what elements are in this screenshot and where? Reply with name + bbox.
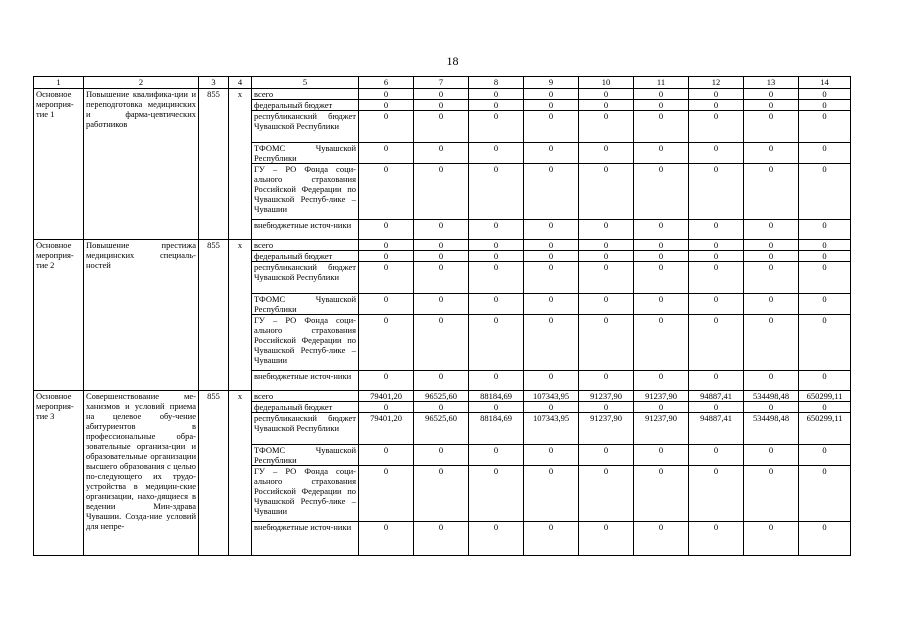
column-number: 8 — [469, 77, 524, 89]
measure-description: Повышение престижа медицинских специаль-ностей — [84, 240, 199, 391]
value-cell: 0 — [689, 522, 744, 556]
value-cell: 0 — [414, 371, 469, 391]
column-number: 7 — [414, 77, 469, 89]
value-cell: 0 — [359, 251, 414, 262]
value-cell: 0 — [524, 371, 579, 391]
value-cell: 0 — [469, 294, 524, 315]
value-cell: 0 — [689, 466, 744, 522]
value-cell: 88184,69 — [469, 413, 524, 445]
value-cell: 0 — [579, 143, 634, 164]
column-number: 11 — [634, 77, 689, 89]
value-cell: 0 — [524, 522, 579, 556]
value-cell: 0 — [359, 143, 414, 164]
value-cell: 0 — [744, 220, 799, 240]
value-cell: 91237,90 — [634, 391, 689, 402]
measure-description: Совершенствование ме-ханизмов и условий приема на целевое обу-чение абитуриентов в профессиональные обра-зовательные организа-ции и образовательные организации высшего образования с целью по-следующего их трудо-устройства в медицин-ские организации, нахо-дящиеся в ведении Мин-здрава Чувашии. Созда-ние условий для непре- — [84, 391, 199, 556]
value-cell: 0 — [689, 294, 744, 315]
value-cell: 0 — [634, 371, 689, 391]
table-body — [34, 89, 851, 556]
value-cell: 0 — [524, 294, 579, 315]
value-cell: 107343,95 — [524, 391, 579, 402]
value-cell: 0 — [414, 164, 469, 220]
funding-table — [33, 76, 851, 556]
value-cell: 0 — [524, 315, 579, 371]
column-number: 12 — [689, 77, 744, 89]
value-cell: 0 — [359, 164, 414, 220]
value-cell: 0 — [634, 100, 689, 111]
value-cell: 0 — [744, 164, 799, 220]
column-number: 10 — [579, 77, 634, 89]
value-cell: 0 — [689, 111, 744, 143]
value-cell: 0 — [744, 143, 799, 164]
value-cell: 0 — [744, 251, 799, 262]
value-cell: 0 — [579, 89, 634, 100]
value-cell: 0 — [689, 251, 744, 262]
value-cell: 0 — [359, 262, 414, 294]
value-cell: 0 — [469, 371, 524, 391]
funding-source: внебюджетные источ-ники — [252, 522, 359, 556]
value-cell: 79401,20 — [359, 391, 414, 402]
value-cell: 0 — [469, 402, 524, 413]
value-cell: 0 — [744, 315, 799, 371]
value-cell: 0 — [469, 466, 524, 522]
value-cell: 0 — [744, 402, 799, 413]
value-cell: 0 — [359, 89, 414, 100]
value-cell: 0 — [414, 220, 469, 240]
value-cell: 0 — [469, 522, 524, 556]
value-cell: 0 — [414, 89, 469, 100]
funding-source: федеральный бюджет — [252, 251, 359, 262]
value-cell: 0 — [579, 445, 634, 466]
value-cell: 0 — [799, 100, 851, 111]
value-cell: 0 — [799, 262, 851, 294]
value-cell: 107343,95 — [524, 413, 579, 445]
value-cell: 0 — [524, 240, 579, 251]
value-cell: 0 — [689, 402, 744, 413]
value-cell: 94887,41 — [689, 413, 744, 445]
funding-source: республиканский бюджет Чувашской Республики — [252, 413, 359, 445]
admin-code: 855 — [199, 89, 229, 240]
value-cell: 0 — [579, 402, 634, 413]
measure-name: Основное мероприя-тие 2 — [34, 240, 84, 391]
funding-source: федеральный бюджет — [252, 402, 359, 413]
value-cell: 91237,90 — [579, 413, 634, 445]
measure-name: Основное мероприя-тие 3 — [34, 391, 84, 556]
value-cell: 0 — [744, 294, 799, 315]
value-cell: 0 — [689, 315, 744, 371]
value-cell: 0 — [689, 89, 744, 100]
value-cell: 91237,90 — [579, 391, 634, 402]
funding-source: республиканский бюджет Чувашской Республики — [252, 262, 359, 294]
value-cell: 534498,48 — [744, 391, 799, 402]
value-cell: 0 — [799, 402, 851, 413]
value-cell: 94887,41 — [689, 391, 744, 402]
value-cell: 534498,48 — [744, 413, 799, 445]
column-number: 9 — [524, 77, 579, 89]
value-cell: 0 — [469, 251, 524, 262]
value-cell: 0 — [469, 143, 524, 164]
value-cell: 0 — [799, 220, 851, 240]
value-cell: 0 — [469, 445, 524, 466]
value-cell: 0 — [689, 143, 744, 164]
value-cell: 0 — [469, 89, 524, 100]
value-cell: 0 — [799, 294, 851, 315]
funding-source: федеральный бюджет — [252, 100, 359, 111]
value-cell: 0 — [414, 262, 469, 294]
value-cell: 0 — [634, 220, 689, 240]
value-cell: 0 — [579, 100, 634, 111]
value-cell: 0 — [744, 89, 799, 100]
value-cell: 96525,60 — [414, 391, 469, 402]
column-number: 2 — [84, 77, 199, 89]
funding-source: ТФОМС Чувашской Республики — [252, 445, 359, 466]
funding-source: всего — [252, 391, 359, 402]
value-cell: 0 — [799, 445, 851, 466]
column-number-row — [34, 77, 851, 89]
value-cell: 0 — [414, 466, 469, 522]
measure-name: Основное мероприя-тие 1 — [34, 89, 84, 240]
value-cell: 0 — [799, 371, 851, 391]
column-number: 13 — [744, 77, 799, 89]
funding-source: республиканский бюджет Чувашской Республики — [252, 111, 359, 143]
value-cell: 0 — [579, 315, 634, 371]
value-cell: 91237,90 — [634, 413, 689, 445]
value-cell: 0 — [799, 466, 851, 522]
value-cell: 0 — [744, 445, 799, 466]
value-cell: 0 — [524, 402, 579, 413]
value-cell: 0 — [799, 240, 851, 251]
admin-code: 855 — [199, 240, 229, 391]
column-number: 3 — [199, 77, 229, 89]
value-cell: 0 — [634, 402, 689, 413]
value-cell: 0 — [579, 522, 634, 556]
value-cell: 0 — [634, 89, 689, 100]
value-cell: 0 — [799, 164, 851, 220]
value-cell: 0 — [744, 100, 799, 111]
funding-source: всего — [252, 89, 359, 100]
value-cell: 0 — [799, 315, 851, 371]
value-cell: 0 — [744, 466, 799, 522]
mark-cell: x — [229, 240, 252, 391]
value-cell: 0 — [744, 522, 799, 556]
value-cell: 0 — [469, 220, 524, 240]
value-cell: 0 — [414, 315, 469, 371]
value-cell: 0 — [359, 220, 414, 240]
value-cell: 0 — [524, 466, 579, 522]
value-cell: 650299,11 — [799, 391, 851, 402]
value-cell: 0 — [524, 220, 579, 240]
value-cell: 88184,69 — [469, 391, 524, 402]
value-cell: 0 — [579, 371, 634, 391]
value-cell: 0 — [524, 445, 579, 466]
value-cell: 0 — [579, 111, 634, 143]
value-cell: 0 — [524, 262, 579, 294]
value-cell: 0 — [634, 143, 689, 164]
value-cell: 0 — [634, 315, 689, 371]
value-cell: 96525,60 — [414, 413, 469, 445]
value-cell: 0 — [359, 522, 414, 556]
column-number: 14 — [799, 77, 851, 89]
value-cell: 0 — [469, 100, 524, 111]
funding-source: ГУ – РО Фонда соци-ального страхования Российской Федерации по Чувашской Респуб-лике – Чувашии — [252, 466, 359, 522]
value-cell: 79401,20 — [359, 413, 414, 445]
table-row — [34, 89, 851, 100]
value-cell: 0 — [579, 466, 634, 522]
funding-source: внебюджетные источ-ники — [252, 220, 359, 240]
value-cell: 0 — [689, 164, 744, 220]
value-cell: 0 — [524, 111, 579, 143]
value-cell: 0 — [579, 294, 634, 315]
value-cell: 0 — [634, 251, 689, 262]
value-cell: 0 — [414, 522, 469, 556]
value-cell: 0 — [469, 240, 524, 251]
value-cell: 0 — [359, 466, 414, 522]
value-cell: 0 — [634, 522, 689, 556]
value-cell: 0 — [359, 315, 414, 371]
value-cell: 0 — [524, 164, 579, 220]
value-cell: 0 — [469, 315, 524, 371]
value-cell: 0 — [744, 262, 799, 294]
funding-source: всего — [252, 240, 359, 251]
value-cell: 0 — [359, 100, 414, 111]
value-cell: 0 — [689, 220, 744, 240]
mark-cell: x — [229, 391, 252, 556]
value-cell: 0 — [744, 240, 799, 251]
value-cell: 0 — [689, 100, 744, 111]
value-cell: 0 — [359, 240, 414, 251]
column-number: 1 — [34, 77, 84, 89]
value-cell: 650299,11 — [799, 413, 851, 445]
funding-source: ТФОМС Чувашской Республики — [252, 143, 359, 164]
page-number: 18 — [446, 54, 459, 68]
funding-source: ГУ – РО Фонда соци-ального страхования Российской Федерации по Чувашской Респуб-лике – Чувашии — [252, 315, 359, 371]
admin-code: 855 — [199, 391, 229, 556]
funding-source: ГУ – РО Фонда соци-ального страхования Российской Федерации по Чувашской Респуб-лике – Чувашии — [252, 164, 359, 220]
column-number: 5 — [252, 77, 359, 89]
value-cell: 0 — [689, 240, 744, 251]
value-cell: 0 — [689, 262, 744, 294]
value-cell: 0 — [634, 466, 689, 522]
value-cell: 0 — [579, 251, 634, 262]
value-cell: 0 — [634, 111, 689, 143]
value-cell: 0 — [689, 371, 744, 391]
table-row — [34, 240, 851, 251]
value-cell: 0 — [414, 111, 469, 143]
value-cell: 0 — [414, 100, 469, 111]
value-cell: 0 — [579, 164, 634, 220]
value-cell: 0 — [524, 89, 579, 100]
value-cell: 0 — [634, 445, 689, 466]
value-cell: 0 — [799, 251, 851, 262]
value-cell: 0 — [799, 522, 851, 556]
value-cell: 0 — [524, 100, 579, 111]
value-cell: 0 — [634, 240, 689, 251]
value-cell: 0 — [414, 445, 469, 466]
value-cell: 0 — [469, 262, 524, 294]
value-cell: 0 — [744, 371, 799, 391]
value-cell: 0 — [359, 445, 414, 466]
value-cell: 0 — [744, 111, 799, 143]
value-cell: 0 — [579, 262, 634, 294]
value-cell: 0 — [579, 220, 634, 240]
value-cell: 0 — [799, 143, 851, 164]
table-row — [34, 391, 851, 402]
value-cell: 0 — [634, 164, 689, 220]
value-cell: 0 — [469, 164, 524, 220]
value-cell: 0 — [634, 294, 689, 315]
mark-cell: x — [229, 89, 252, 240]
value-cell: 0 — [414, 402, 469, 413]
value-cell: 0 — [359, 111, 414, 143]
column-number: 6 — [359, 77, 414, 89]
value-cell: 0 — [524, 143, 579, 164]
value-cell: 0 — [469, 111, 524, 143]
value-cell: 0 — [634, 262, 689, 294]
funding-source: внебюджетные источ-ники — [252, 371, 359, 391]
value-cell: 0 — [414, 294, 469, 315]
value-cell: 0 — [414, 240, 469, 251]
value-cell: 0 — [359, 294, 414, 315]
value-cell: 0 — [579, 240, 634, 251]
funding-source: ТФОМС Чувашской Республики — [252, 294, 359, 315]
value-cell: 0 — [799, 111, 851, 143]
column-number: 4 — [229, 77, 252, 89]
value-cell: 0 — [359, 402, 414, 413]
value-cell: 0 — [799, 89, 851, 100]
value-cell: 0 — [414, 143, 469, 164]
value-cell: 0 — [689, 445, 744, 466]
value-cell: 0 — [524, 251, 579, 262]
value-cell: 0 — [359, 371, 414, 391]
value-cell: 0 — [414, 251, 469, 262]
measure-description: Повышение квалифика-ции и переподготовка медицинских и фарма-цевтических работников — [84, 89, 199, 240]
